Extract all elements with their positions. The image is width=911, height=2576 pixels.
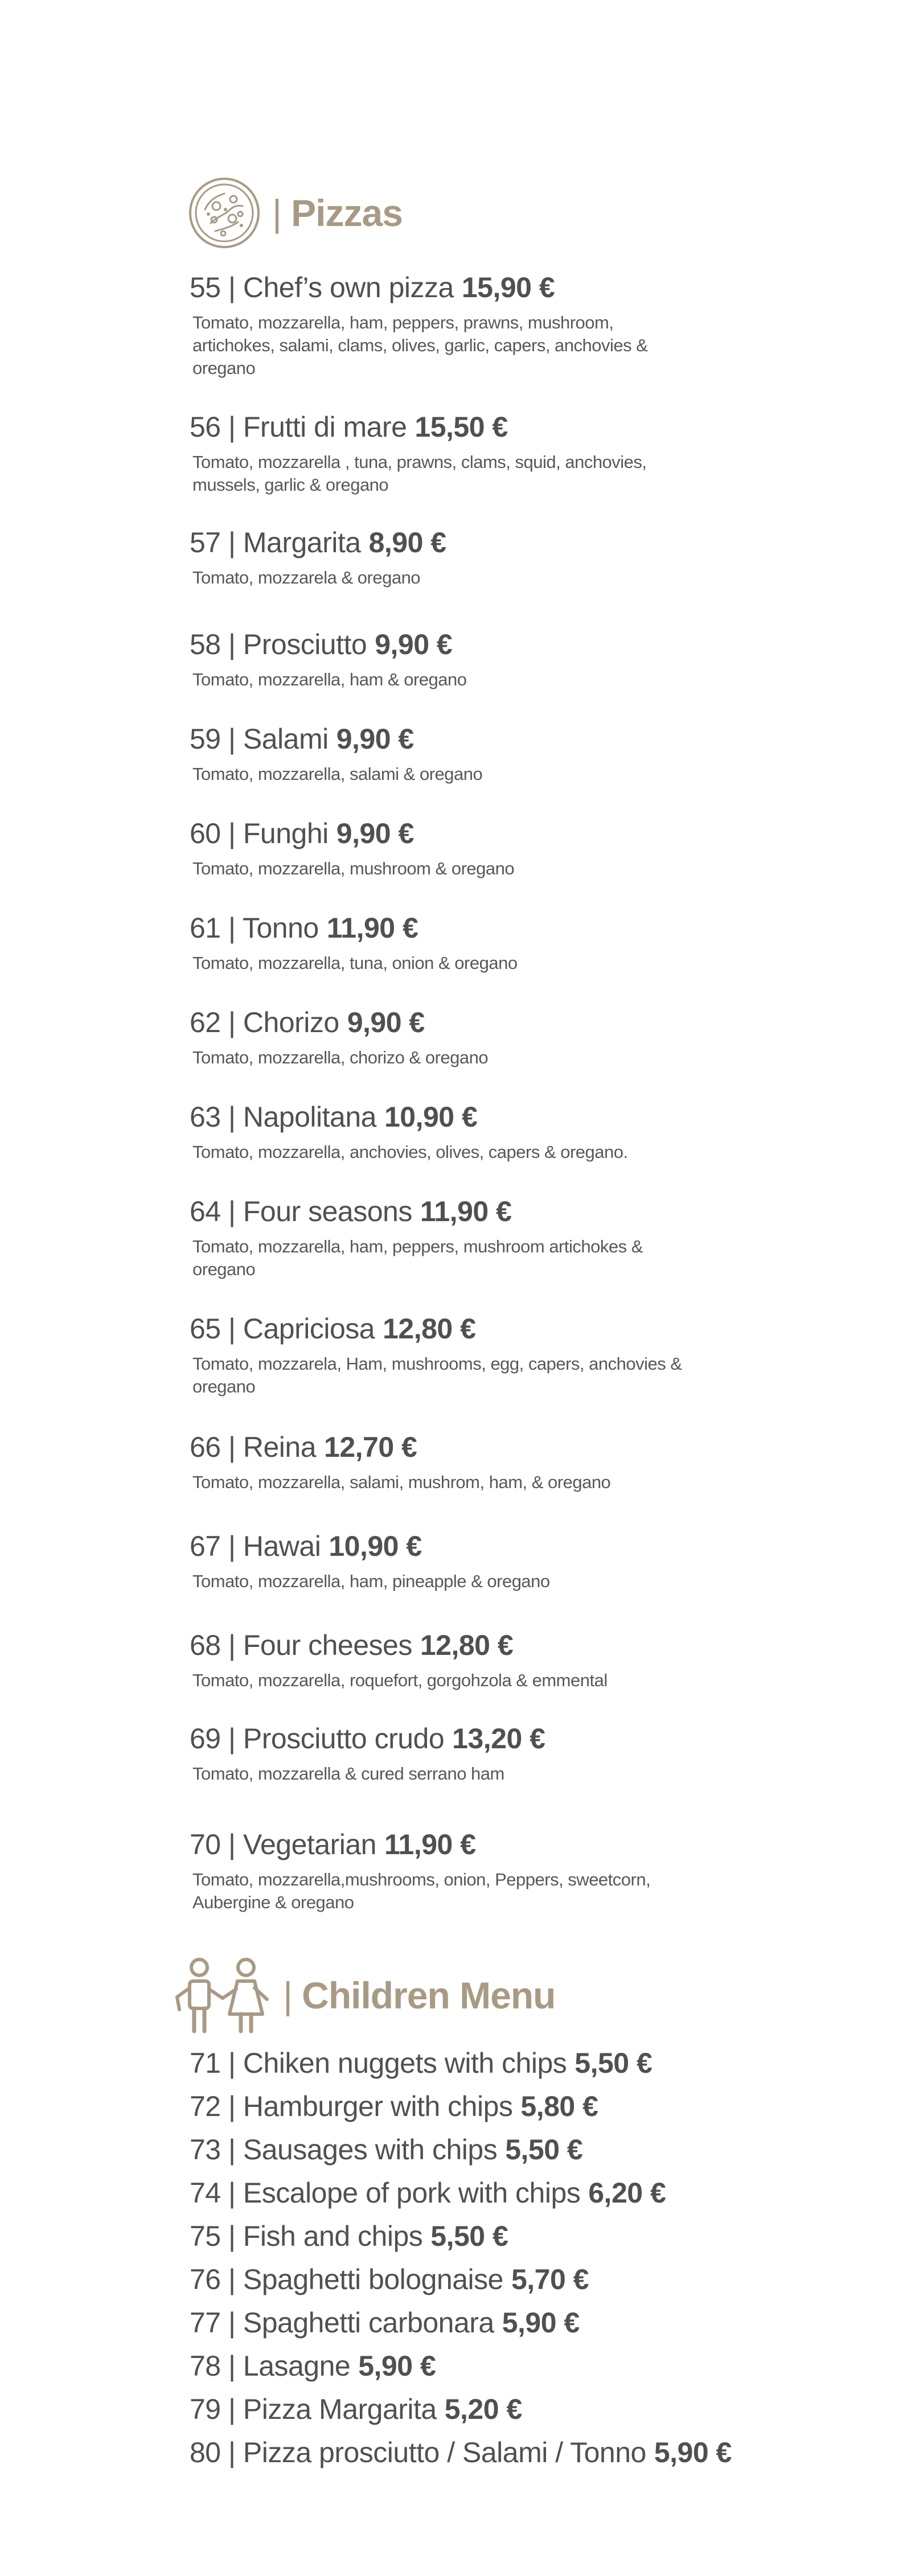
item-price: 5,50 €: [505, 2134, 583, 2166]
item-description: Tomato, mozzarella, chorizo & oregano: [192, 1047, 489, 1067]
item-description: Tomato, mozzarella, ham, peppers, prawns, mushroom, artichokes, salami, clams, olives, garlic, capers, anchovies & oregano: [192, 313, 648, 378]
item-name: 57 | Margarita: [190, 527, 361, 558]
item-name: 60 | Funghi: [190, 817, 329, 849]
list-item: [190, 2041, 732, 2085]
header-separator: |: [272, 192, 282, 234]
item-title: [190, 1312, 702, 1346]
item-name: 56 | Frutti di mare: [190, 411, 407, 443]
item-price: 5,50 €: [430, 2220, 508, 2252]
item-title: [190, 525, 702, 560]
item-price: 9,90 €: [375, 628, 453, 660]
item-price: 10,90 €: [329, 1530, 422, 1562]
menu-item: [190, 1827, 702, 1914]
item-name: 65 | Capriciosa: [190, 1313, 375, 1345]
item-price: 13,20 €: [452, 1723, 545, 1755]
item-price: 9,90 €: [347, 1006, 425, 1038]
item-price: 8,90 €: [368, 527, 446, 558]
header-separator: |: [283, 1974, 293, 2016]
item-description: Tomato, mozzarella, roquefort, gorgohzola & emmental: [192, 1670, 608, 1690]
menu-item: [190, 1628, 702, 1692]
item-price: 11,90 €: [420, 1195, 512, 1227]
item-title: [190, 911, 702, 945]
item-description: Tomato, mozzarella, mushroom & oregano: [192, 858, 515, 878]
item-price: 5,70 €: [511, 2263, 589, 2295]
item-description: Tomato, mozzarella , tuna, prawns, clams, squid, anchovies, mussels, garlic & oregano: [192, 452, 647, 495]
item-title: [190, 722, 702, 756]
item-title: [190, 627, 702, 662]
item-title: [190, 1628, 702, 1662]
item-price: 5,90 €: [654, 2437, 732, 2468]
menu-item: [190, 410, 702, 496]
item-description: Tomato, mozzarella, ham, pineapple & oregano: [192, 1571, 550, 1591]
list-item: [190, 2215, 732, 2258]
item-name: 76 | Spaghetti bolognaise: [190, 2263, 503, 2295]
item-name: 68 | Four cheeses: [190, 1629, 412, 1661]
item-name: 64 | Four seasons: [190, 1195, 412, 1227]
item-title: [190, 410, 702, 444]
item-description: Tomato, mozzarella, ham & oregano: [192, 669, 467, 689]
item-description: Tomato, mozzarella, ham, peppers, mushroom artichokes & oregano: [192, 1236, 643, 1279]
children-icon: [174, 1957, 272, 2033]
item-price: 12,80 €: [420, 1629, 514, 1661]
item-title: [190, 1100, 702, 1134]
item-price: 15,50 €: [415, 411, 508, 443]
item-name: 63 | Napolitana: [190, 1101, 376, 1133]
menu-item: [190, 911, 702, 975]
item-price: 5,90 €: [502, 2307, 580, 2339]
item-description: Tomato, mozzarella, tuna, onion & oregano: [192, 953, 518, 973]
item-name: 79 | Pizza Margarita: [190, 2393, 437, 2425]
pizza-icon: [188, 176, 261, 249]
item-description: Tomato, mozzarela & oregano: [192, 568, 421, 587]
menu-item: [190, 722, 702, 786]
menu-item: [190, 1005, 702, 1069]
item-title: [190, 270, 702, 305]
item-price: 9,90 €: [336, 723, 414, 755]
item-price: 5,90 €: [358, 2350, 436, 2382]
item-price: 5,80 €: [520, 2090, 598, 2122]
menu-item: [190, 627, 702, 691]
item-description: Tomato, mozzarella, salami & oregano: [192, 764, 483, 784]
item-name: 67 | Hawai: [190, 1530, 321, 1562]
list-item: [190, 2085, 732, 2128]
item-description: Tomato, mozzarela, Ham, mushrooms, egg, capers, anchovies & oregano: [192, 1354, 682, 1396]
list-item: [190, 2344, 732, 2388]
item-title: [190, 1529, 702, 1563]
item-name: 55 | Chef’s own pizza: [190, 272, 454, 303]
menu-item: [190, 270, 702, 380]
item-description: Tomato, mozzarella, salami, mushrom, ham, & oregano: [192, 1472, 611, 1492]
item-description: Tomato, mozzarella & cured serrano ham: [192, 1764, 504, 1784]
menu-item: [190, 1430, 702, 1494]
list-item: [190, 2431, 732, 2474]
section-title-children: Children Menu: [302, 1974, 556, 2016]
item-name: 66 | Reina: [190, 1431, 317, 1463]
item-price: 11,90 €: [384, 1829, 476, 1860]
item-title: [190, 1194, 702, 1229]
item-price: 5,20 €: [444, 2393, 522, 2425]
item-name: 74 | Escalope of pork with chips: [190, 2177, 581, 2209]
menu-item: [190, 1312, 702, 1398]
list-item: [190, 2128, 732, 2171]
menu-item: [190, 1100, 702, 1164]
item-name: 69 | Prosciutto crudo: [190, 1723, 445, 1755]
item-name: 77 | Spaghetti carbonara: [190, 2307, 494, 2339]
item-name: 73 | Sausages with chips: [190, 2134, 498, 2166]
item-description: Tomato, mozzarella, anchovies, olives, capers & oregano.: [192, 1142, 628, 1162]
item-title: [190, 1005, 702, 1040]
item-name: 78 | Lasagne: [190, 2350, 351, 2382]
item-name: 80 | Pizza prosciutto / Salami / Tonno: [190, 2437, 646, 2468]
children-header: [174, 1957, 555, 2033]
item-title: [190, 1827, 702, 1862]
list-item: [190, 2301, 732, 2344]
list-item: [190, 2171, 732, 2215]
item-title: [190, 1722, 702, 1756]
item-price: 12,70 €: [324, 1431, 417, 1463]
item-price: 10,90 €: [384, 1101, 478, 1133]
item-price: 12,80 €: [383, 1313, 476, 1345]
item-name: 58 | Prosciutto: [190, 628, 367, 660]
item-name: 72 | Hamburger with chips: [190, 2090, 513, 2122]
item-price: 5,50 €: [574, 2047, 653, 2079]
menu-item: [190, 1722, 702, 1785]
list-item: [190, 2258, 732, 2301]
item-title: [190, 816, 702, 851]
list-item: [190, 2388, 732, 2431]
item-name: 59 | Salami: [190, 723, 329, 755]
item-name: 70 | Vegetarian: [190, 1829, 376, 1860]
menu-item: [190, 525, 702, 589]
children-menu-list: [190, 2041, 732, 2474]
item-price: 11,90 €: [326, 912, 418, 944]
item-name: 61 | Tonno: [190, 912, 319, 944]
section-title-pizzas: Pizzas: [291, 192, 403, 234]
item-title: [190, 1430, 702, 1464]
item-name: 75 | Fish and chips: [190, 2220, 423, 2252]
menu-item: [190, 816, 702, 880]
pizzas-header: [188, 176, 403, 249]
item-price: 15,90 €: [461, 272, 555, 303]
item-description: Tomato, mozzarella,mushrooms, onion, Peppers, sweetcorn, Aubergine & oregano: [192, 1870, 651, 1912]
menu-item: [190, 1194, 702, 1281]
menu-item: [190, 1529, 702, 1593]
item-price: 6,20 €: [588, 2177, 666, 2209]
item-name: 71 | Chiken nuggets with chips: [190, 2047, 567, 2079]
item-name: 62 | Chorizo: [190, 1006, 339, 1038]
item-price: 9,90 €: [336, 817, 414, 849]
